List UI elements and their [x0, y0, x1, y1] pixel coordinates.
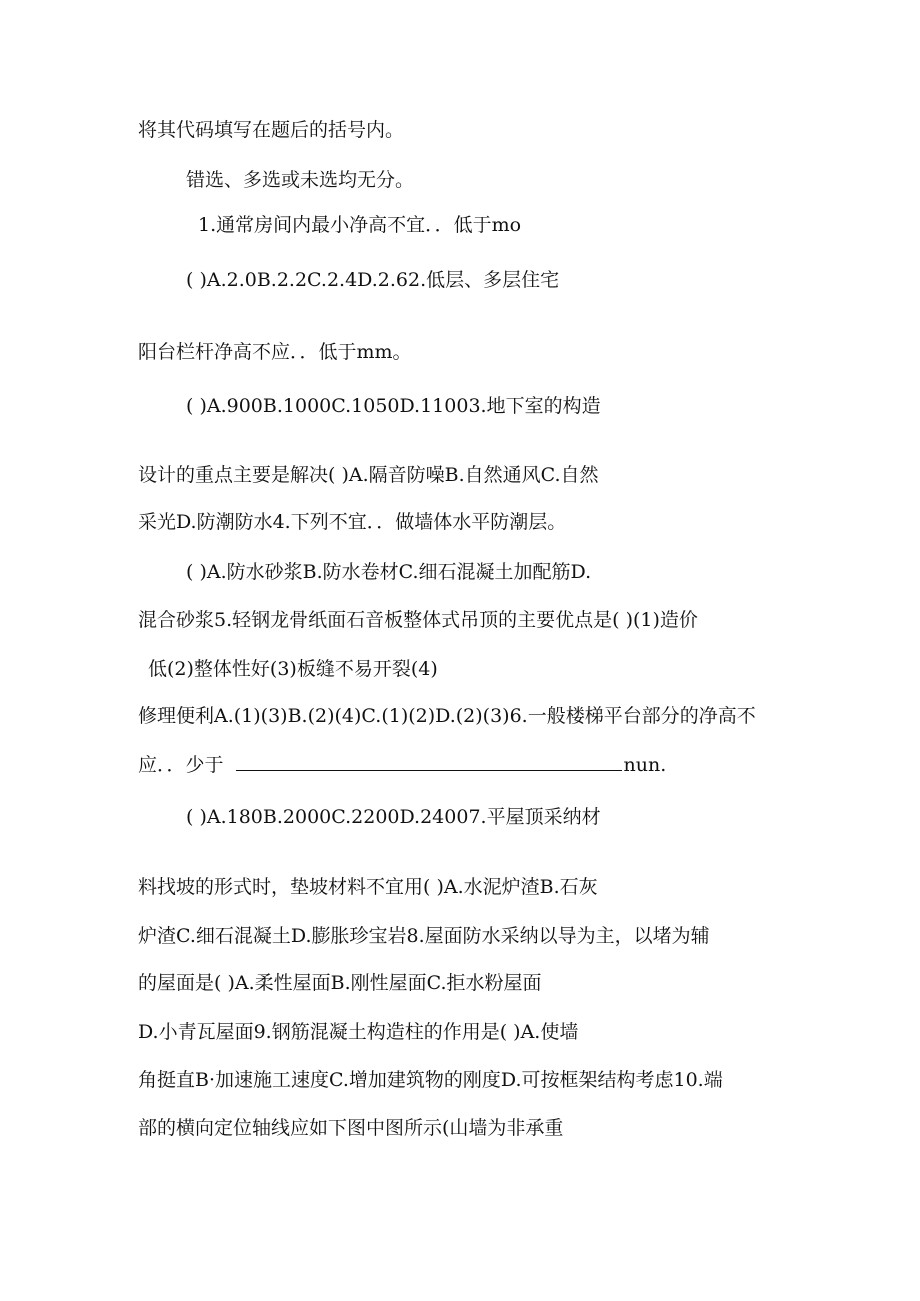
question-4-options: ( )A.防水砂浆B.防水卷材C.细石混凝土加配筋D. — [186, 561, 592, 583]
question-6-options: ( )A.180B.2000C.2200D.24007.平屋顶采纳材 — [186, 806, 601, 828]
question-7: 料找坡的形式时，垫坡材料不宜用( )A.水泥炉渣B.石灰 — [138, 876, 598, 898]
question-2: 阳台栏杆净高不应．．低于mm。 — [138, 341, 412, 363]
question-6-cont — [138, 752, 666, 777]
question-6-text: 应．．少于 — [138, 754, 224, 776]
question-6-unit: nun. — [623, 754, 667, 776]
question-5: 混合砂浆5.轻钢龙骨纸面石音板整体式吊顶的主要优点是( )(1)造价 — [138, 609, 698, 631]
question-1-options: ( )A.2.0B.2.2C.2.4D.2.62.低层、多层住宅 — [186, 269, 560, 291]
question-8-cont: 的屋面是( )A.柔性屋面B.刚性屋面C.拒水粉屋面 — [138, 972, 542, 994]
question-6: 修理便利A.(1)(3)B.(2)(4)C.(1)(2)D.(2)(3)6.一般楼梯平台部分的净高不 — [138, 705, 756, 727]
question-2-options: ( )A.900B.1000C.1050D.11003.地下室的构造 — [186, 395, 601, 417]
text-line-2: 错选、多选或未选均无分。 — [186, 169, 415, 191]
question-9-cont: 角挺直B·加速施工速度C.增加建筑物的刚度D.可按框架结构考虑10.端 — [138, 1069, 723, 1091]
question-7-cont: 炉渣C.细石混凝土D.膨胀珍宝岩8.屋面防水采纳以导为主，以堵为辅 — [138, 925, 710, 947]
question-9: D.小青瓦屋面9.钢筋混凝土构造柱的作用是( )A.使墙 — [138, 1021, 579, 1043]
question-10-cont: 部的横向定位轴线应如下图中图所示(山墙为非承重 — [138, 1117, 564, 1139]
question-1: 1.通常房间内最小净高不宜．．低于mo — [198, 214, 522, 236]
answer-blank-line — [236, 752, 622, 771]
question-3-cont: 采光D.防潮防水4.下列不宜．．做墙体水平防潮层。 — [138, 511, 567, 533]
question-5-cont: 低(2)整体性好(3)板缝不易开裂(4) — [148, 658, 438, 680]
question-3: 设计的重点主要是解决( )A.隔音防噪B.自然通风C.自然 — [138, 464, 599, 486]
text-line-1: 将其代码填写在题后的括号内。 — [138, 119, 405, 141]
